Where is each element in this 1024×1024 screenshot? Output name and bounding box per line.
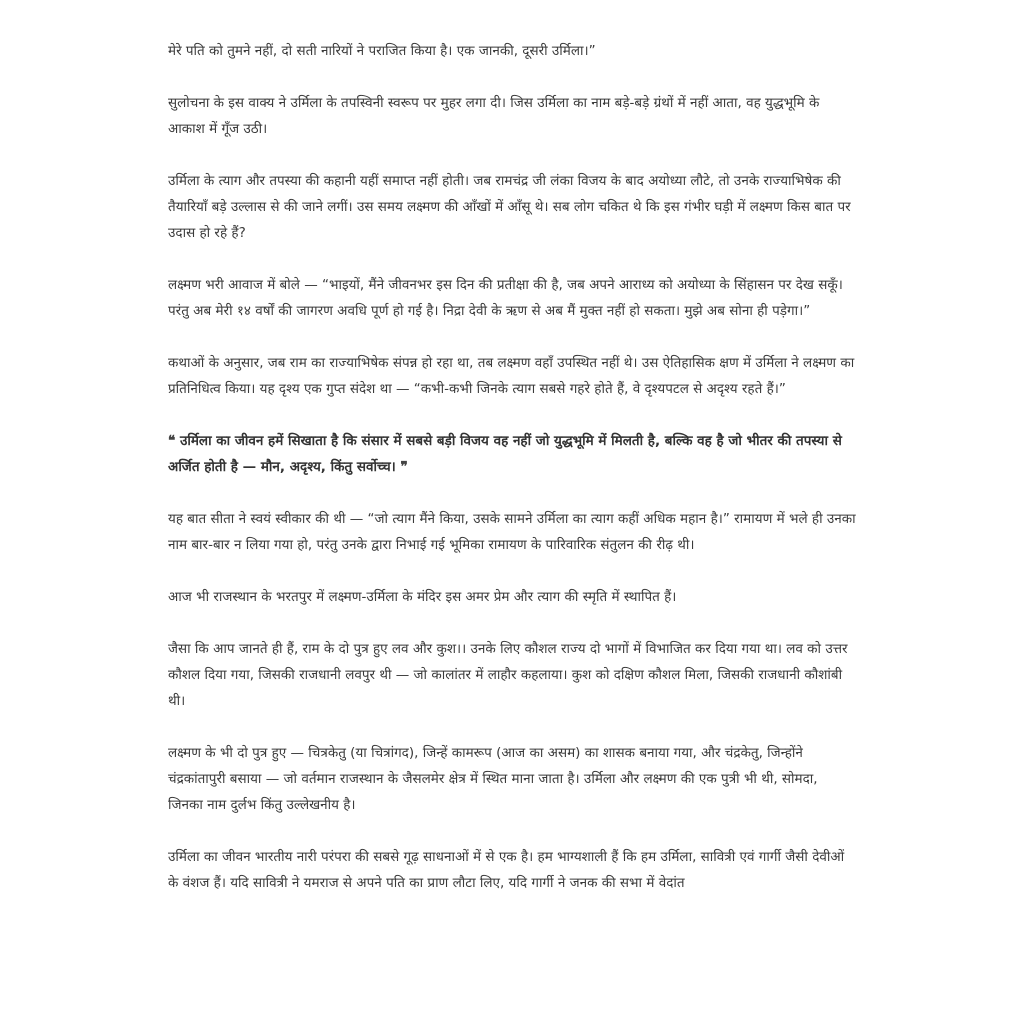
paragraph-7: आज भी राजस्थान के भरतपुर में लक्ष्मण-उर्मिला के मंदिर इस अमर प्रेम और त्याग की स्मृति में स्थापित हैं। [168,589,677,605]
open-quote-icon: ❝ [168,433,176,449]
paragraph-8: जैसा कि आप जानते ही हैं, राम के दो पुत्र हुए लव और कुश।। उनके लिए कौशल राज्य दो भागों में विभाजित कर दिया गया था। लव को उत्तर कौशल दिया गया, जिसकी राजधानी लवपुर थी — जो कालांतर में लाहौर कहलाया। कुश को दक्षिण कौशल मिला, जिसकी राजधानी कौशांबी थी। [168,641,848,709]
paragraph-6: यह बात सीता ने स्वयं स्वीकार की थी — “जो त्याग मैंने किया, उसके सामने उर्मिला का त्याग कहीं अधिक महान है।” रामायण में भले ही उनका नाम बार-बार न लिया गया हो, परंतु उनके द्वारा निभाई गई भूमिका रामायण के पारिवारिक संतुलन की रीढ़ थी। [168,511,856,553]
article-body [168,38,856,922]
paragraph-10: उर्मिला का जीवन भारतीय नारी परंपरा की सबसे गूढ़ साधनाओं में से एक है। हम भाग्यशाली हैं कि हम उर्मिला, सावित्री एवं गार्गी जैसी देवीओं के वंशज हैं। यदि सावित्री ने यमराज से अपने पति का प्राण लौटा लिए, यदि गार्गी ने जनक की सभा में वेदांत [168,849,845,891]
paragraph-4: लक्ष्मण भरी आवाज में बोले — “भाइयों, मैंने जीवनभर इस दिन की प्रतीक्षा की है, जब अपने आराध्य को अयोध्या के सिंहासन पर देख सकूँ। परंतु अब मेरी १४ वर्षों की जागरण अवधि पूर्ण हो गई है। निद्रा देवी के ऋण से अब मैं मुक्त नहीं हो सकता। मुझे अब सोना ही पड़ेगा।” [168,277,843,319]
paragraph-5: कथाओं के अनुसार, जब राम का राज्याभिषेक संपन्न हो रहा था, तब लक्ष्मण वहाँ उपस्थित नहीं थे। उस ऐतिहासिक क्षण में उर्मिला ने लक्ष्मण का प्रतिनिधित्व किया। यह दृश्य एक गुप्त संदेश था — “कभी-कभी जिनके त्याग सबसे गहरे होते हैं, वे दृश्यपटल से अदृश्य रहते हैं।” [168,355,855,397]
paragraph-3: उर्मिला के त्याग और तपस्या की कहानी यहीं समाप्त नहीं होती। जब रामचंद्र जी लंका विजय के बाद अयोध्या लौटे, तो उनके राज्याभिषेक की तैयारियाँ बड़े उल्लास से की जाने लगीं। उस समय लक्ष्मण की आँखों में आँसू थे। सब लोग चकित थे कि इस गंभीर घड़ी में लक्ष्मण किस बात पर उदास हो रहे हैं? [168,173,851,241]
blockquote-text: उर्मिला का जीवन हमें सिखाता है कि संसार में सबसे बड़ी विजय वह नहीं जो युद्धभूमि में मिलती है, बल्कि वह है जो भीतर की तपस्या से अर्जित होती है — मौन, अदृश्य, किंतु सर्वोच्च। [168,433,842,475]
paragraph-1: मेरे पति को तुमने नहीं, दो सती नारियों ने पराजित किया है। एक जानकी, दूसरी उर्मिला।” [168,43,596,59]
blockquote [168,428,856,480]
close-quote-icon: ❞ [400,459,408,475]
paragraph-2: सुलोचना के इस वाक्य ने उर्मिला के तपस्विनी स्वरूप पर मुहर लगा दी। जिस उर्मिला का नाम बड़े-बड़े ग्रंथों में नहीं आता, वह युद्धभूमि के आकाश में गूँज उठी। [168,95,820,137]
paragraph-9: लक्ष्मण के भी दो पुत्र हुए — चित्रकेतु (या चित्रांगद), जिन्हें कामरूप (आज का असम) का शासक बनाया गया, और चंद्रकेतु, जिन्होंने चंद्रकांतापुरी बसाया — जो वर्तमान राजस्थान के जैसलमेर क्षेत्र में स्थित माना जाता है। उर्मिला और लक्ष्मण की एक पुत्री भी थी, सोमदा, जिनका नाम दुर्लभ किंतु उल्लेखनीय है। [168,745,818,813]
